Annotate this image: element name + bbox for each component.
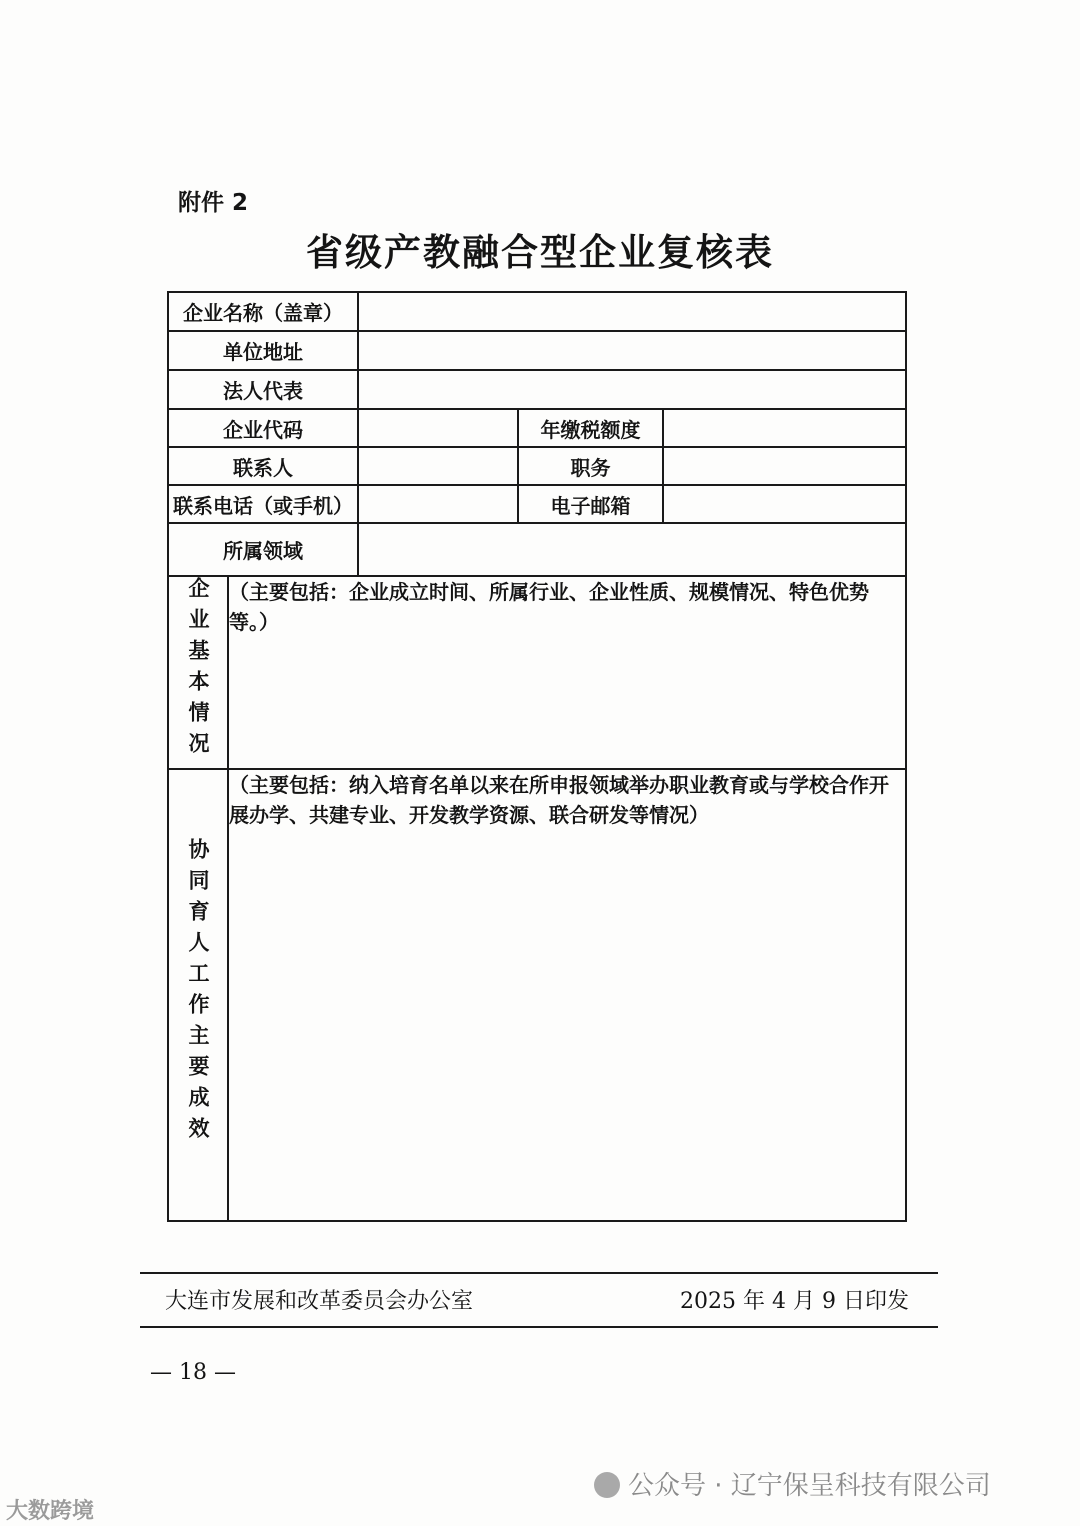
- annual-tax-value[interactable]: [663, 409, 906, 447]
- results-note[interactable]: （主要包括：纳入培育名单以来在所申报领域举办职业教育或与学校合作开展办学、共建专业、开发教学资源、联合研发等情况）: [228, 769, 906, 1221]
- field-value[interactable]: [358, 523, 906, 576]
- company-code-value[interactable]: [358, 409, 518, 447]
- legal-rep-value[interactable]: [358, 370, 906, 409]
- form-title: 省级产教融合型企业复核表: [306, 230, 774, 274]
- email-label: 电子邮箱: [518, 485, 663, 523]
- legal-rep-label: 法人代表: [168, 370, 358, 409]
- wechat-watermark: [594, 1465, 991, 1502]
- address-label: 单位地址: [168, 331, 358, 370]
- annual-tax-label: 年缴税额度: [518, 409, 663, 447]
- company-code-label: 企业代码: [168, 409, 358, 447]
- company-name-value[interactable]: [358, 292, 906, 331]
- footer-bottom-rule: [140, 1326, 938, 1328]
- results-label: 协同育人工作主要成效: [186, 837, 210, 1148]
- review-form-table: [167, 291, 907, 1222]
- corner-watermark-text: 大数跨境: [6, 1499, 95, 1524]
- attachment-label: 附件 2: [178, 190, 249, 216]
- basic-info-label-cell: [168, 576, 228, 769]
- position-value[interactable]: [663, 447, 906, 485]
- wechat-icon: [594, 1472, 620, 1498]
- field-label: 所属领域: [168, 523, 358, 576]
- position-label: 职务: [518, 447, 663, 485]
- corner-watermark: [6, 1494, 94, 1525]
- basic-info-label: 企业基本情况: [186, 577, 210, 763]
- phone-label: 联系电话（或手机）: [168, 485, 358, 523]
- issue-date: 2025 年 4 月 9 日印发: [680, 1289, 909, 1314]
- contact-value[interactable]: [358, 447, 518, 485]
- footer-top-rule: [140, 1272, 938, 1274]
- basic-info-note[interactable]: （主要包括：企业成立时间、所属行业、企业性质、规模情况、特色优势等。）: [228, 576, 906, 769]
- results-label-cell: [168, 769, 228, 1221]
- issuer: 大连市发展和改革委员会办公室: [165, 1289, 474, 1314]
- page-number: — 18 —: [150, 1360, 236, 1385]
- company-name-label: 企业名称（盖章）: [168, 292, 358, 331]
- email-value[interactable]: [663, 485, 906, 523]
- phone-value[interactable]: [358, 485, 518, 523]
- contact-label: 联系人: [168, 447, 358, 485]
- wechat-watermark-text: 公众号 · 辽宁保呈科技有限公司: [628, 1471, 991, 1501]
- address-value[interactable]: [358, 331, 906, 370]
